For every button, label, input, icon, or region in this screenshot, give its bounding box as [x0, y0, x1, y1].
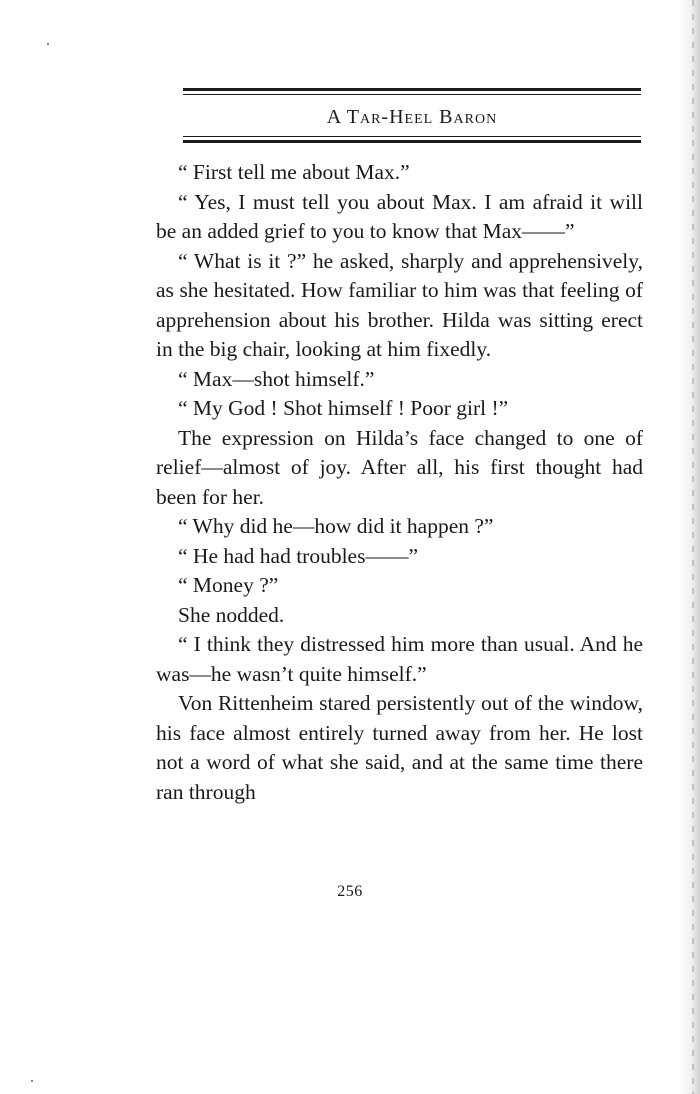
header-bottom-rule — [183, 140, 641, 143]
paragraph: “ Why did he—how did it happen ?” — [178, 514, 494, 538]
page-edge-line — [692, 0, 694, 1094]
running-title: A Tar-Heel Baron — [326, 106, 498, 128]
paragraph: “ What is it ?” he asked, sharply and apprehensively, as she hesitated. How familiar to him was that feeling of apprehension about his brother. Hilda was sitting erect in the big chair, looking at him fixedly. — [156, 248, 643, 361]
page-body — [156, 158, 643, 807]
paragraph: “ My God ! Shot himself ! Poor girl !” — [178, 396, 509, 420]
paragraph: “ Yes, I must tell you about Max. I am afraid it will be an added grief to you to know that Max——” — [156, 189, 643, 243]
header-top-rule-thin — [183, 94, 641, 95]
header-bottom-rule-thin — [183, 136, 641, 137]
scan-speck — [31, 1080, 33, 1082]
paragraph: “ Max—shot himself.” — [178, 366, 375, 391]
paragraph: She nodded. — [178, 602, 285, 627]
scan-speck — [47, 43, 49, 45]
paragraph: “ He had had troubles——” — [178, 543, 419, 568]
page-edge-shadow — [678, 0, 700, 1094]
paragraph: “ First tell me about Max.” — [178, 160, 410, 184]
running-header — [183, 88, 641, 143]
header-top-rule — [183, 88, 641, 91]
paragraph: “ I think they distressed him more than usual. And he was—he wasn’t quite himself.” — [156, 632, 643, 686]
paragraph: The expression on Hilda’s face changed to one of relief—almost of joy. After all, his first thought had been for her. — [156, 425, 643, 509]
page-number: 256 — [337, 883, 363, 900]
paragraph: Von Rittenheim stared persistently out of the window, his face almost entirely turned away from her. He lost not a word of what she said, and at the same time there ran through — [156, 691, 643, 804]
paragraph: “ Money ?” — [178, 573, 279, 597]
